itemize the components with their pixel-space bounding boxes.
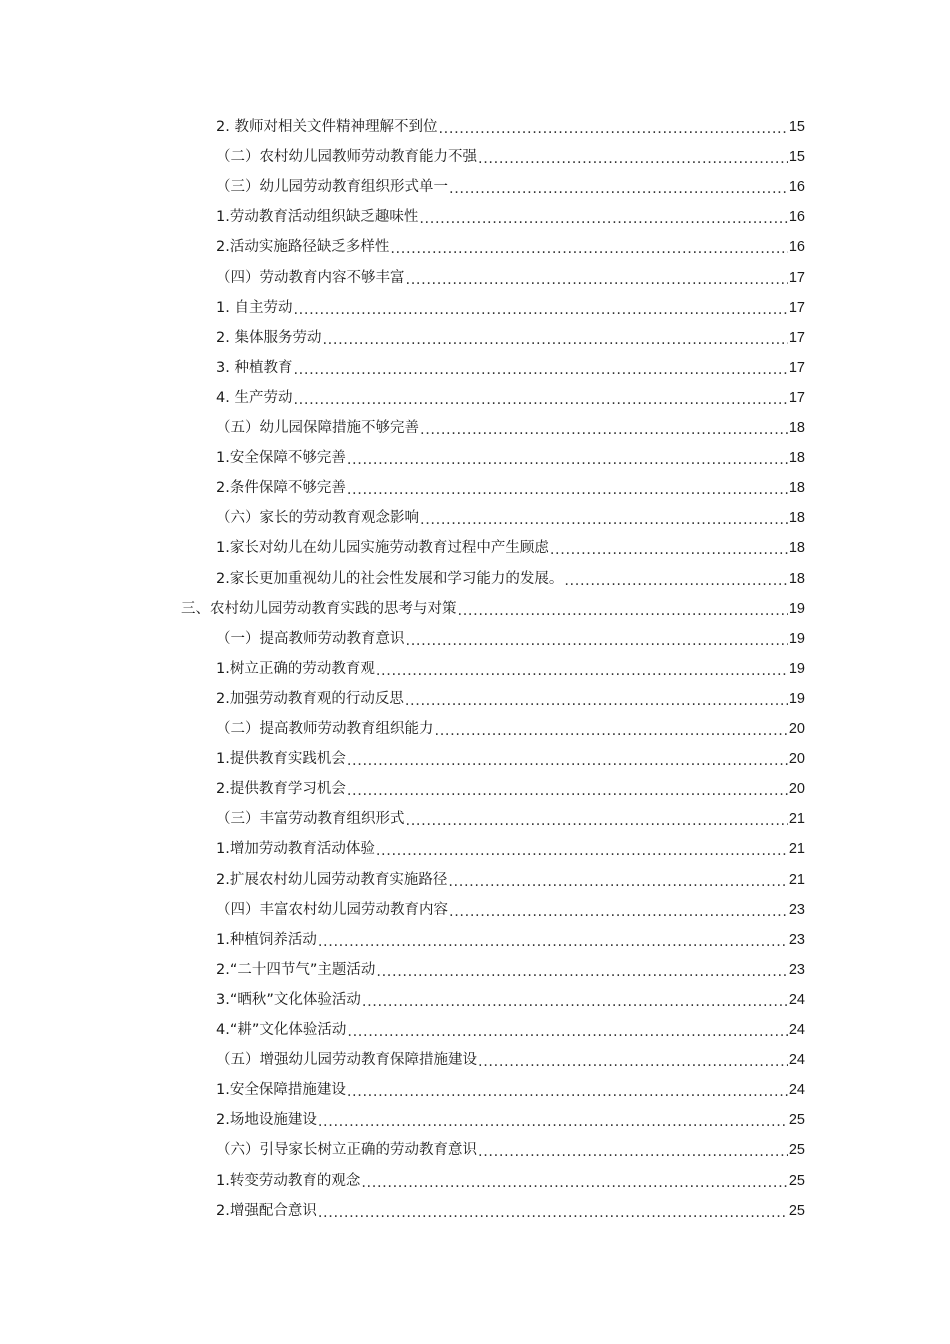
toc-entry-title: 2.条件保障不够完善: [216, 480, 346, 497]
toc-leader-dots: [390, 232, 788, 262]
toc-entry-title: 1.安全保障不够完善: [216, 450, 346, 467]
toc-page-number: 17: [788, 359, 805, 376]
toc-entry[interactable]: [181, 594, 805, 624]
toc-page-number: 18: [788, 510, 805, 527]
toc-entry[interactable]: [216, 684, 805, 714]
toc-entry[interactable]: [216, 533, 805, 563]
toc-leader-dots: [322, 323, 787, 353]
toc-entry-title: （一）提高教师劳动教育意识: [216, 630, 405, 647]
toc-page-number: 18: [788, 540, 805, 557]
toc-entry[interactable]: [216, 172, 805, 202]
toc-page-number: 17: [788, 389, 805, 406]
toc-entry[interactable]: [216, 744, 805, 774]
toc-entry-title: 1.家长对幼儿在幼儿园实施劳动教育过程中产生顾虑: [216, 540, 549, 557]
toc-entry[interactable]: [216, 503, 805, 533]
toc-entry[interactable]: [216, 112, 805, 142]
toc-leader-dots: [406, 804, 788, 834]
toc-entry-title: 2.场地设施建设: [216, 1112, 317, 1129]
toc-entry-title: 4. 生产劳动: [216, 389, 293, 406]
toc-entry-title: （五）增强幼儿园劳动教育保障措施建设: [216, 1052, 477, 1069]
toc-leader-dots: [438, 112, 787, 142]
toc-leader-dots: [420, 503, 788, 533]
toc-entry[interactable]: [216, 654, 805, 684]
toc-entry[interactable]: [216, 1015, 805, 1045]
toc-entry[interactable]: [216, 895, 805, 925]
toc-page-number: 24: [788, 1082, 805, 1099]
toc-entry-title: 2. 教师对相关文件精神理解不到位: [216, 119, 438, 135]
toc-leader-dots: [420, 413, 788, 443]
toc-page-number: 21: [788, 811, 805, 828]
toc-page-number: 19: [788, 630, 805, 647]
toc-page-number: 25: [788, 1172, 805, 1189]
toc-entry[interactable]: [216, 865, 805, 895]
toc-entry[interactable]: [216, 293, 805, 323]
toc-entry[interactable]: [216, 624, 805, 654]
toc-page-number: 23: [788, 901, 805, 918]
toc-entry-title: （四）丰富农村幼儿园劳动教育内容: [216, 901, 448, 918]
toc-entry[interactable]: [216, 473, 805, 503]
toc-entry-title: 2.提供教育学习机会: [216, 781, 346, 798]
toc-leader-dots: [362, 985, 788, 1015]
toc-entry-title: （六）引导家长树立正确的劳动教育意识: [216, 1142, 477, 1159]
toc-entry-title: 3. 种植教育: [216, 359, 293, 376]
toc-page-number: 21: [788, 841, 805, 858]
toc-page-number: 18: [788, 570, 805, 587]
toc-leader-dots: [478, 1045, 788, 1075]
toc-entry-title: 三、农村幼儿园劳动教育实践的思考与对策: [181, 600, 457, 617]
toc-leader-dots: [347, 1015, 788, 1045]
toc-entry[interactable]: [216, 413, 805, 443]
toc-leader-dots: [478, 142, 788, 172]
toc-entry-title: 2.扩展农村幼儿园劳动教育实施路径: [216, 871, 448, 888]
toc-entry[interactable]: [216, 232, 805, 262]
toc-entry[interactable]: [216, 955, 805, 985]
toc-entry-title: （四）劳动教育内容不够丰富: [216, 269, 405, 286]
toc-entry-title: 1.种植饲养活动: [216, 931, 317, 948]
toc-entry-title: 2.“二十四节气”主题活动: [216, 961, 376, 978]
toc-page-number: 18: [788, 420, 805, 436]
toc-page-number: 20: [788, 781, 805, 798]
toc-entry[interactable]: [216, 834, 805, 864]
toc-entry[interactable]: [216, 774, 805, 804]
toc-leader-dots: [405, 684, 788, 714]
toc-page-number: 19: [788, 660, 805, 677]
toc-leader-dots: [435, 714, 788, 744]
toc-entry-title: （五）幼儿园保障措施不够完善: [216, 420, 419, 436]
toc-entry[interactable]: [216, 1105, 805, 1135]
toc-page-number: 23: [788, 931, 805, 948]
toc-entry[interactable]: [216, 564, 805, 594]
toc-page-number: 16: [788, 209, 805, 226]
toc-page-number: 25: [788, 1142, 805, 1159]
toc-entry-title: 1. 自主劳动: [216, 299, 293, 316]
toc-page-number: 20: [788, 751, 805, 768]
toc-entry-title: （二）提高教师劳动教育组织能力: [216, 721, 434, 737]
toc-page-number: 19: [788, 600, 805, 617]
toc-entry[interactable]: [216, 353, 805, 383]
toc-leader-dots: [419, 202, 788, 232]
toc-entry[interactable]: [216, 383, 805, 413]
toc-leader-dots: [458, 594, 788, 624]
toc-leader-dots: [347, 744, 788, 774]
toc-leader-dots: [293, 353, 787, 383]
toc-entry[interactable]: [216, 1166, 805, 1196]
toc-entry-title: 3.“晒秋”文化体验活动: [216, 991, 361, 1008]
toc-entry-title: 2. 集体服务劳动: [216, 329, 322, 346]
toc-entry[interactable]: [216, 985, 805, 1015]
toc-leader-dots: [376, 654, 788, 684]
toc-leader-dots: [550, 533, 788, 563]
toc-leader-dots: [361, 1166, 788, 1196]
toc-page-number: 24: [788, 991, 805, 1008]
toc-entry[interactable]: [216, 1075, 805, 1105]
toc-leader-dots: [376, 955, 788, 985]
toc-page-number: 24: [788, 1052, 805, 1069]
toc-page-number: 18: [788, 480, 805, 497]
toc-leader-dots: [318, 925, 788, 955]
toc-entry[interactable]: [216, 142, 805, 172]
toc-page-number: 21: [788, 871, 805, 888]
toc-page-number: 16: [788, 239, 805, 256]
toc-entry-title: 1.转变劳动教育的观念: [216, 1172, 361, 1189]
toc-leader-dots: [449, 895, 788, 925]
toc-entry-title: 1.劳动教育活动组织缺乏趣味性: [216, 209, 419, 226]
toc-leader-dots: [318, 1196, 788, 1226]
toc-entry[interactable]: [216, 1135, 805, 1165]
toc-leader-dots: [406, 263, 788, 293]
toc-leader-dots: [478, 1135, 788, 1165]
toc-leader-dots: [347, 443, 788, 473]
toc-page-number: 19: [788, 690, 805, 707]
toc-leader-dots: [293, 383, 787, 413]
toc-page-number: 15: [788, 149, 805, 166]
toc-entry-title: 1.增加劳动教育活动体验: [216, 841, 375, 858]
toc-entry-title: 2.活动实施路径缺乏多样性: [216, 239, 390, 256]
toc-page-number: 25: [788, 1202, 805, 1219]
toc-page-number: 24: [788, 1022, 805, 1038]
toc-leader-dots: [564, 564, 788, 594]
toc-entry[interactable]: [216, 323, 805, 353]
toc-entry[interactable]: [216, 202, 805, 232]
toc-page-number: 18: [788, 450, 805, 467]
toc-entry-title: （三）丰富劳动教育组织形式: [216, 811, 405, 828]
toc-leader-dots: [448, 865, 788, 895]
toc-entry-title: 2.增强配合意识: [216, 1202, 317, 1219]
toc-page-number: 23: [788, 961, 805, 978]
toc-page-number: 15: [788, 119, 805, 135]
toc-entry-title: 1.树立正确的劳动教育观: [216, 660, 375, 677]
toc-page-number: 16: [788, 179, 805, 196]
toc-page-number: 17: [788, 269, 805, 286]
toc-entry-title: （六）家长的劳动教育观念影响: [216, 510, 419, 527]
toc-entry-title: 1.提供教育实践机会: [216, 751, 346, 768]
toc-leader-dots: [293, 293, 787, 323]
toc-page-number: 17: [788, 299, 805, 316]
toc-leader-dots: [376, 834, 788, 864]
toc-entry[interactable]: [216, 263, 805, 293]
toc-leader-dots: [347, 774, 788, 804]
toc-leader-dots: [318, 1105, 788, 1135]
toc-leader-dots: [347, 1075, 788, 1105]
toc-leader-dots: [449, 172, 788, 202]
toc-leader-dots: [347, 473, 788, 503]
toc-page-number: 25: [788, 1112, 805, 1129]
toc-entry[interactable]: [216, 443, 805, 473]
toc-entry[interactable]: [216, 1196, 805, 1226]
toc-entry-title: 2.加强劳动教育观的行动反思: [216, 690, 404, 707]
toc-entry-title: （二）农村幼儿园教师劳动教育能力不强: [216, 149, 477, 166]
toc-entry[interactable]: [216, 1045, 805, 1075]
toc-entry[interactable]: [216, 714, 805, 744]
toc-entry-title: （三）幼儿园劳动教育组织形式单一: [216, 179, 448, 196]
toc-entry[interactable]: [216, 804, 805, 834]
toc-entry-title: 2.家长更加重视幼儿的社会性发展和学习能力的发展。: [216, 570, 564, 587]
toc-entry-title: 4.“耕”文化体验活动: [216, 1022, 347, 1038]
toc-entry-title: 1.安全保障措施建设: [216, 1082, 346, 1099]
toc-page-number: 20: [788, 721, 805, 737]
toc-leader-dots: [406, 624, 788, 654]
toc-entry[interactable]: [216, 925, 805, 955]
toc-page-number: 17: [788, 329, 805, 346]
